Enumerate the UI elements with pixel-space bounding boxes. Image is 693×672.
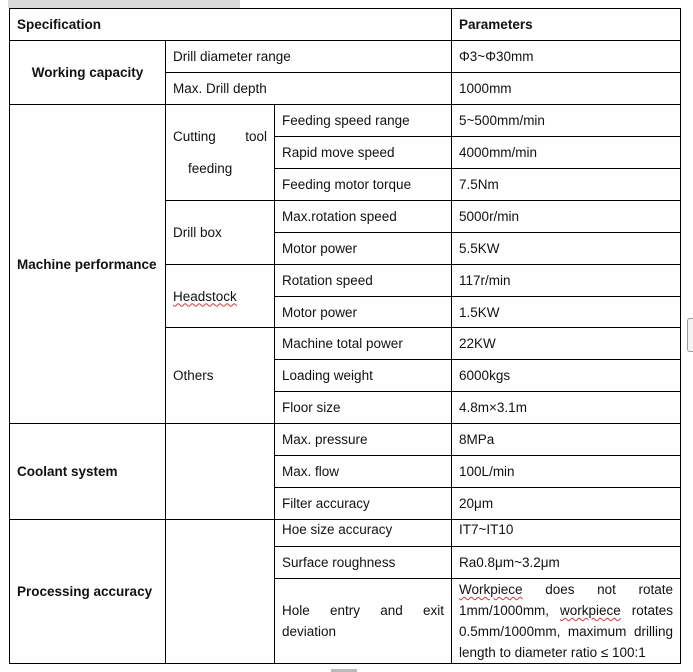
table-row xyxy=(10,424,681,456)
filter-accuracy-value: 20μm xyxy=(452,488,681,520)
others-label: Others xyxy=(166,328,275,424)
max-flow-name: Max. flow xyxy=(275,456,452,488)
floor-size-value: 4.8m×3.1m xyxy=(452,392,681,424)
rapid-move-name: Rapid move speed xyxy=(275,137,452,169)
specification-table xyxy=(9,8,681,664)
table-row xyxy=(10,41,681,73)
rotation-speed-name: Rotation speed xyxy=(275,265,452,297)
max-pressure-value: 8MPa xyxy=(452,424,681,456)
floor-size-name: Floor size xyxy=(275,392,452,424)
drill-diameter-name: Drill diameter range xyxy=(166,41,452,73)
max-rotation-name: Max.rotation speed xyxy=(275,201,452,233)
workpiece-word-2: workpiece xyxy=(560,603,621,618)
parameters-header: Parameters xyxy=(452,9,681,41)
drill-depth-value: 1000mm xyxy=(452,73,681,105)
scroll-tab-handle[interactable] xyxy=(687,318,693,352)
working-capacity-label: Working capacity xyxy=(10,41,166,105)
motor-torque-value: 7.5Nm xyxy=(452,169,681,201)
drillbox-motor-power-name: Motor power xyxy=(275,233,452,265)
rotation-speed-value: 117r/min xyxy=(452,265,681,297)
deviation-value xyxy=(452,579,681,664)
rapid-move-value: 4000mm/min xyxy=(452,137,681,169)
headstock-text: Headstock xyxy=(173,288,237,304)
hoe-size-value: IT7~IT10 xyxy=(452,520,681,547)
processing-accuracy-label: Processing accuracy xyxy=(10,520,166,664)
deviation-name: Hole entry and exit deviation xyxy=(275,579,452,664)
cutting-tool-line xyxy=(173,121,267,153)
deviation-text-2: rotates 0.5mm/1000mm, maximum drilling length to diameter ratio ≤ 100:1 xyxy=(459,603,674,660)
workpiece-word-1: Workpiece xyxy=(459,582,523,597)
table-row xyxy=(10,105,681,137)
feeding-speed-name: Feeding speed range xyxy=(275,105,452,137)
drill-depth-name: Max. Drill depth xyxy=(166,73,452,105)
top-scroll-strip xyxy=(8,0,240,8)
specification-header: Specification xyxy=(10,9,452,41)
accuracy-empty-cell xyxy=(166,520,275,664)
coolant-empty-cell xyxy=(166,424,275,520)
drillbox-motor-power-value: 5.5KW xyxy=(452,233,681,265)
cutting-tool-feeding-label xyxy=(166,105,275,201)
coolant-system-label: Coolant system xyxy=(10,424,166,520)
total-power-name: Machine total power xyxy=(275,328,452,360)
max-flow-value: 100L/min xyxy=(452,456,681,488)
loading-weight-name: Loading weight xyxy=(275,360,452,392)
max-pressure-name: Max. pressure xyxy=(275,424,452,456)
table-row xyxy=(10,520,681,547)
surface-roughness-value: Ra0.8μm~3.2μm xyxy=(452,547,681,579)
filter-accuracy-name: Filter accuracy xyxy=(275,488,452,520)
feeding-word: feeding xyxy=(188,160,233,176)
drill-diameter-value: Φ3~Φ30mm xyxy=(452,41,681,73)
surface-roughness-name: Surface roughness xyxy=(275,547,452,579)
loading-weight-value: 6000kgs xyxy=(452,360,681,392)
drill-box-label: Drill box xyxy=(166,201,275,265)
header-row xyxy=(10,9,681,41)
headstock-motor-power-name: Motor power xyxy=(275,297,452,328)
deviation-text-1: does not rotate 1mm/1000mm, xyxy=(459,582,674,618)
max-rotation-value: 5000r/min xyxy=(452,201,681,233)
tool-word: tool xyxy=(245,128,267,144)
cutting-word: Cutting xyxy=(173,128,216,144)
headstock-label xyxy=(166,265,275,328)
machine-performance-label: Machine performance xyxy=(10,105,166,424)
motor-torque-name: Feeding motor torque xyxy=(275,169,452,201)
headstock-motor-power-value: 1.5KW xyxy=(452,297,681,328)
feeding-speed-value: 5~500mm/min xyxy=(452,105,681,137)
total-power-value: 22KW xyxy=(452,328,681,360)
hoe-size-name: Hoe size accuracy xyxy=(275,520,452,547)
